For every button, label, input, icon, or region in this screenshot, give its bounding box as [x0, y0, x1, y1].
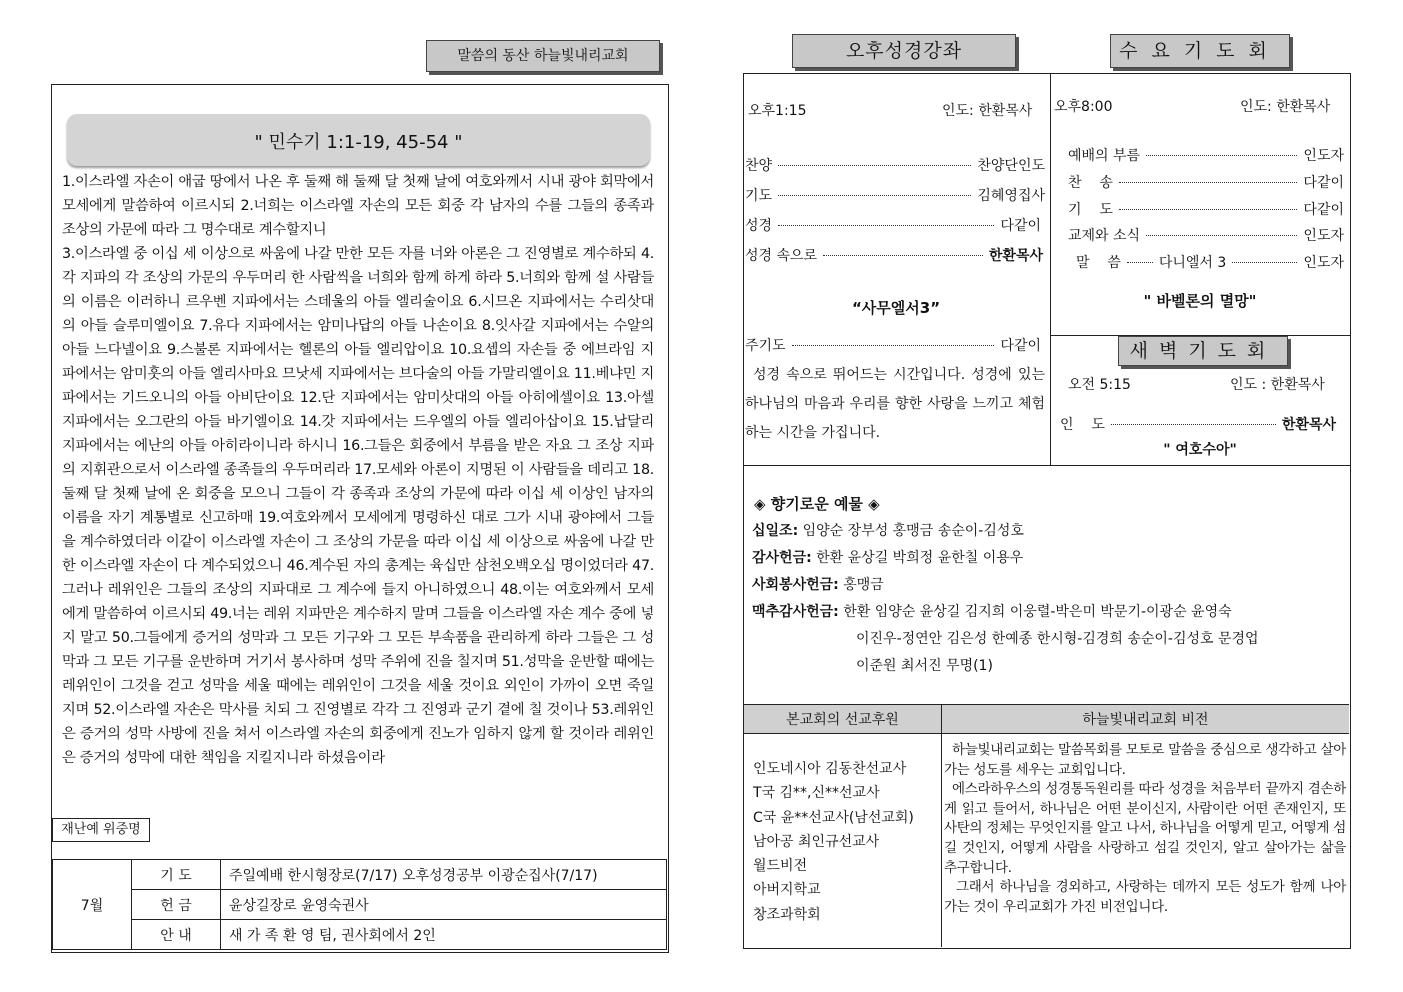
vision-paragraph: 하늘빛내리교회는 말씀목회를 모토로 말씀을 중심으로 생각하고 살아가는 성도를 세우는 교회입니다.	[944, 742, 1346, 778]
list-item	[752, 599, 1342, 626]
afternoon-leader: 인도: 한환목사	[942, 103, 1033, 119]
wednesday-prayer-header: 수요기도회	[1110, 34, 1290, 68]
notice-label: 재난예 위중명	[52, 818, 150, 842]
church-header: 말씀의 동산 하늘빛내리교회	[426, 40, 660, 72]
duty-value: 윤상길장로 윤영숙권사	[221, 890, 667, 920]
order-item	[745, 155, 1045, 175]
order-value: 인도자	[1303, 228, 1344, 244]
order-item	[1068, 225, 1344, 245]
order-label: 기도	[745, 188, 773, 204]
offering-label: 맥추감사헌금:	[752, 604, 839, 620]
dawn-prayer-header: 새벽기도회	[1118, 336, 1288, 366]
offering-label: 십일조:	[752, 523, 799, 539]
order-value: 김혜영집사	[977, 188, 1045, 204]
duty-table	[52, 859, 667, 950]
order-value: 인도자	[1303, 255, 1344, 271]
order-value: 한환목사	[1281, 417, 1336, 433]
list-item: 인도네시아 김동찬선교사	[753, 761, 907, 777]
order-label: 성경 속으로	[745, 248, 818, 264]
order-item	[1068, 199, 1344, 219]
scripture-title: " 민수기 1:1-19, 45-54 "	[67, 114, 650, 166]
order-item	[1068, 145, 1344, 165]
order-label: 말 씀	[1076, 255, 1121, 271]
table-row	[53, 860, 667, 890]
order-label: 예배의 부름	[1068, 148, 1141, 164]
offering-names: 한환 윤상길 박희정 윤한칠 이용우	[816, 550, 1024, 566]
offering-names: 홍맹금	[843, 577, 884, 593]
table-row	[53, 920, 667, 950]
order-item	[1060, 414, 1336, 434]
order-value: 찬양단인도	[977, 158, 1045, 174]
vision-text	[944, 741, 1346, 917]
column-divider	[941, 704, 942, 947]
list-item: 이준원 최서진 무명(1)	[856, 658, 993, 674]
order-value: 다같이	[1303, 175, 1344, 191]
duty-value: 새 가 족 환 영 팀, 권사회에서 2인	[221, 920, 667, 950]
duty-label: 헌 금	[132, 890, 221, 920]
offering-label: 사회봉사헌금:	[752, 577, 839, 593]
mission-list	[753, 757, 914, 927]
wednesday-leader: 인도: 한환목사	[1240, 99, 1331, 115]
duty-value: 주일예배 한시형장로(7/17) 오후성경공부 이광순집사(7/17)	[221, 860, 667, 890]
list-item: 아버지학교	[753, 882, 821, 899]
afternoon-sermon: “사무엘서3”	[851, 299, 941, 317]
duty-month: 7월	[53, 860, 132, 950]
order-value: 한환목사	[988, 248, 1043, 264]
vision-paragraph: 에스라하우스의 성경통독원리를 따라 성경을 처음부터 끝까지 겸손하게 읽고 들어서, 하나님은 어떤 분이신지, 사람이란 어떤 존재인지, 또 사탄의 정체는 무엇인지를 알고 나서, 하나님을 어떻게 믿고, 어떻게 섬길 것인지, 어떻게 사람을 사랑하고 섬길 것인지, 알고 살아가는 삶을 추구합니다.	[944, 781, 1346, 876]
wednesday-sermon: " 바벨론의 멸망"	[1143, 292, 1257, 310]
list-item: C국 윤**선교사(남선교회)	[753, 809, 914, 826]
duty-label: 기 도	[132, 860, 221, 890]
order-label: 주기도	[745, 338, 786, 354]
afternoon-description: 성경 속으로 뛰어드는 시간입니다. 성경에 있는 하나님의 마음과 우리를 향한 사랑을 느끼고 체험하는 시간을 가집니다.	[745, 367, 1045, 441]
offering-names: 임양순 장부성 홍맹금 송순이-김성호	[802, 523, 1024, 539]
order-value: 인도자	[1303, 148, 1344, 164]
order-label: 성경	[745, 218, 773, 234]
table-row	[53, 890, 667, 920]
scripture-paragraph: 1.이스라엘 자손이 애굽 땅에서 나온 후 둘째 해 둘째 달 첫째 날에 여호와께서 시내 광야 회막에서 모세에게 말씀하여 이르시되 2.너희는 이스라엘 자손의 모든 회중 각 남자의 수를 그들의 종족과 조상의 가문에 따라 그 명수대로 계수할지니	[62, 174, 654, 238]
order-label: 인 도	[1060, 417, 1105, 433]
afternoon-study-header: 오후성경강좌	[792, 34, 1016, 68]
order-item	[745, 335, 1041, 355]
dawn-leader: 인도 : 한환목사	[1230, 377, 1325, 393]
list-item: 이진우-정연안 김은성 한예종 한시형-김경희 송순이-김성호 문경업	[856, 631, 1259, 647]
offering-names: 한환 임양순 윤상길 김지희 이웅렬-박은미 박문기-이광순 윤영숙	[843, 604, 1232, 620]
order-item	[1068, 172, 1344, 192]
scripture-body	[62, 170, 654, 860]
column-divider	[1050, 73, 1051, 466]
order-item	[1076, 252, 1344, 272]
list-item: 남아공 최인규선교사	[753, 833, 880, 850]
list-item: T국 김**,신**선교사	[753, 785, 880, 802]
list-item	[752, 518, 1342, 545]
afternoon-time: 오후1:15	[748, 103, 807, 119]
list-item	[752, 572, 1342, 599]
list-item: 창조과학회	[753, 906, 821, 923]
offering-label: 감사헌금:	[752, 550, 812, 566]
offering-list	[752, 518, 1342, 680]
order-label: 찬양	[745, 158, 773, 174]
order-label: 교제와 소식	[1068, 228, 1141, 244]
list-item	[752, 545, 1342, 572]
dawn-sermon: " 여호수아"	[1163, 442, 1237, 458]
offering-title: ◈ 향기로운 예물 ◈	[754, 495, 880, 513]
order-value: 다같이	[1303, 202, 1344, 218]
dawn-time: 오전 5:15	[1068, 377, 1131, 393]
order-label: 기 도	[1068, 202, 1113, 218]
order-mid: 다니엘서 3	[1158, 255, 1227, 271]
order-item	[745, 215, 1041, 235]
order-item	[745, 245, 1043, 265]
order-value: 다같이	[1000, 218, 1041, 234]
scripture-paragraph: 3.이스라엘 중 이십 세 이상으로 싸움에 나갈 만한 모든 자를 너와 아론은 그 진영별로 계수하되 4.각 지파의 각 조상의 가문의 우두머리 한 사람씩을 너희와 함께 하게 하라 5.너희와 함께 설 사람들의 이름은 이러하니 르우벤 지파에서는 스데울의 아들 엘리술이요 6.시므온 지파에서는 수리삿대의 아들 슬루미엘이요 7.유다 지파에서는 암미나답의 아들 나손이요 8.잇사갈 지파에서는 수알의 아들 느다넬이요 9.스불론 지파에서는 헬론의 아들 엘리압이요 10.요셉의 자손들 중 에브라임 지파에서는 암미훗의 아들 엘리사마요 므낫세 지파에서는 브다술의 아들 가말리엘이요 11.베냐민 지파에서는 기드오니의 아들 아비단이요 12.단 지파에서는 암미삿대의 아들 아히에셀이요 13.아셀 지파에서는 오그란의 아들 바기엘이요 14.갓 지파에서는 드우엘의 아들 엘리아삽이요 15.납달리 지파에서는 에난의 아들 아히라이니라 하시니 16.그들은 회중에서 부름을 받은 자요 그 조상 지파의 지휘관으로서 이스라엘 종족들의 우두머리라 17.모세와 아론이 지명된 이 사람들을 데리고 18.둘째 달 첫째 날에 온 회중을 모으니 그들이 각 종족과 조상의 가문에 따라 이십 세 이상인 남자의 이름을 자기 계통별로 신고하매 19.여호와께서 모세에게 명령하신 대로 그가 시내 광야에서 그들을 계수하였더라 이같이 이스라엘 자손이 그 조상의 가문을 따라 이십 세 이상으로 싸움에 나갈 만한 이스라엘 자손이 다 계수되었으니 46.계수된 자의 총계는 육십만 삼천오백오십 명이었더라 47.그러나 레위인은 그들의 조상의 지파대로 그 계수에 들지 아니하였으니 48.이는 여호와께서 모세에게 말씀하여 이르시되 49.너는 레위 지파만은 계수하지 말며 그들을 이스라엘 자손 계수 중에 넣지 말고 50.그들에게 증거의 성막과 그 모든 기구와 그 모든 부속품을 관리하게 하라 그들은 그 성막과 그 모든 기구를 운반하며 거기서 봉사하며 성막 주위에 진을 칠지며 51.성막을 운반할 때에는 레위인이 그것을 걷고 성막을 세울 때에는 레위인이 그것을 세울 것이요 외인이 가까이 오면 죽일지며 52.이스라엘 자손은 막사를 치되 그 진영별로 각각 그 진영과 군기 곁에 칠 것이나 53.레위인은 증거의 성막 사방에 진을 쳐서 이스라엘 자손의 회중에게 진노가 임하지 않게 할 것이라 레위인은 증거의 성막에 대한 책임을 지킬지니라 하셨음이라	[62, 246, 654, 766]
duty-label: 안 내	[132, 920, 221, 950]
vision-paragraph: 그래서 하나님을 경외하고, 사랑하는 데까지 모든 성도가 함께 나아가는 것이 우리교회가 가진 비전입니다.	[944, 879, 1346, 915]
vision-header: 하늘빛내리교회 비전	[1082, 712, 1209, 728]
order-value: 다같이	[1000, 338, 1041, 354]
order-item	[745, 185, 1045, 205]
section-divider	[743, 465, 1350, 466]
order-label: 찬 송	[1068, 175, 1113, 191]
list-item: 월드비전	[753, 858, 808, 875]
mission-header: 본교회의 선교후원	[786, 712, 899, 728]
wednesday-time: 오후8:00	[1054, 99, 1113, 115]
